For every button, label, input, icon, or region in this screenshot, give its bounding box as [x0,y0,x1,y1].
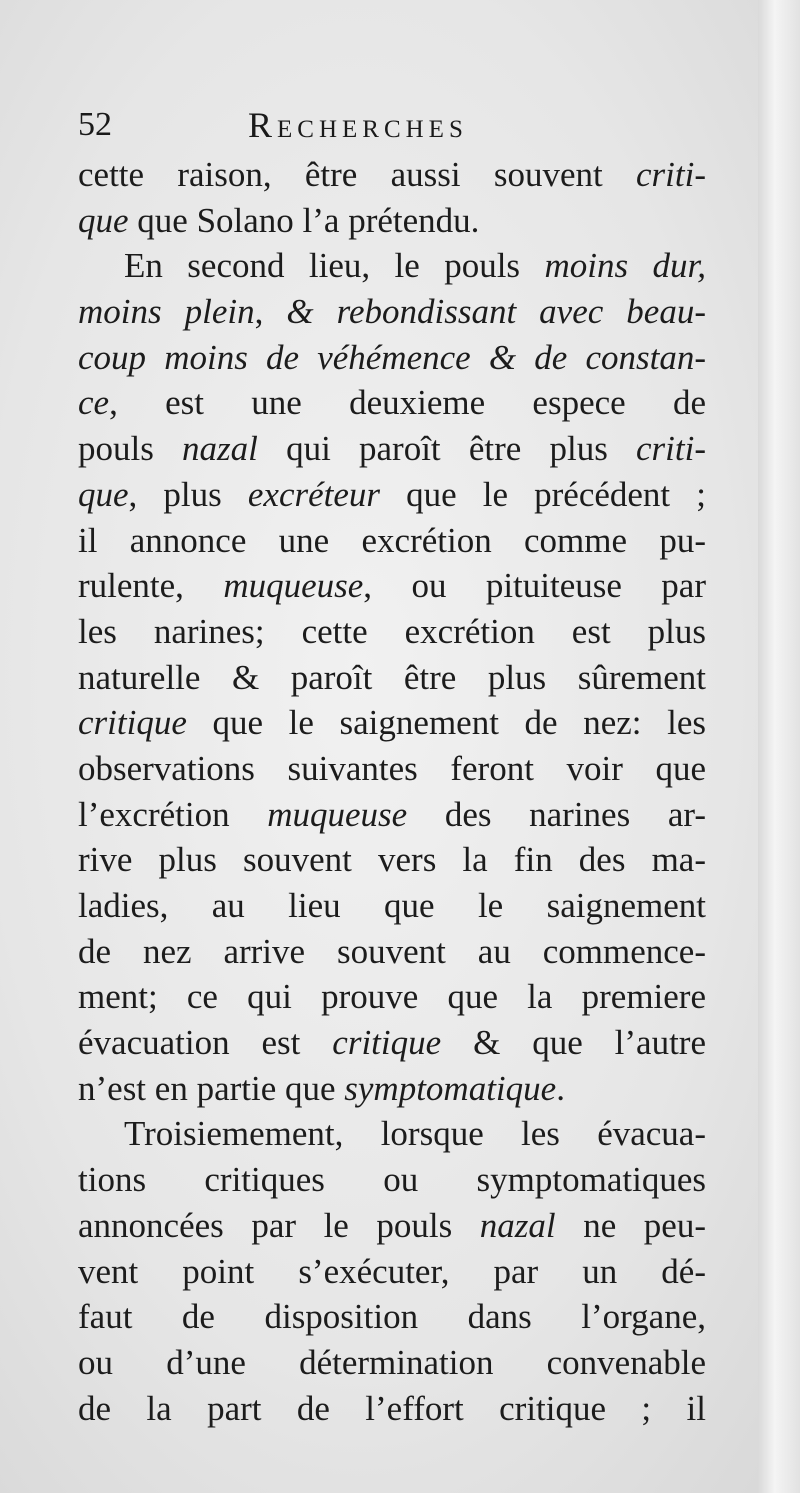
text-run: pouls [78,429,183,469]
text-line [78,380,706,426]
text-run: il annonce une excrétion comme pu- [78,520,706,560]
italic-run: critique [78,703,187,743]
text-run: . [556,1068,565,1108]
italic-run: ce [78,383,110,423]
text-line [78,1386,706,1432]
text-run: évacuation est [78,1023,333,1063]
text-line [78,472,706,518]
italic-run: critique [332,1023,442,1063]
text-run: n’est en partie que [78,1068,345,1108]
text-line [78,609,706,655]
italic-run: nazal [479,1205,556,1245]
text-run: vent point s’exécuter, par un dé- [78,1251,706,1291]
text-line [78,837,706,883]
text-run: rulente, [78,566,224,606]
text-line [78,792,706,838]
page-number: 52 [78,106,112,143]
text-run: Troisiemement, lorsque les évacua- [124,1114,706,1154]
text-run: tions critiques ou symptomatiques [78,1160,706,1200]
text-run: faut de disposition dans l’organe, [78,1297,706,1337]
text-run: naturelle & paroît être plus sûrement [78,657,706,697]
text-line [78,974,706,1020]
text-line [78,746,706,792]
text-run: ladies, au lieu que le saignement [78,886,706,925]
text-line [78,335,706,381]
italic-run: que [78,474,129,514]
italic-run: symptomatique [344,1068,557,1108]
italic-run: muqueuse [223,566,364,606]
text-run: que Solano l’a prétendu. [128,200,480,240]
text-run: cette raison, être aussi souvent [78,155,637,194]
italic-run: muqueuse [267,794,408,834]
text-run: de nez arrive souvent au commence- [78,931,706,971]
text-line [78,1249,706,1295]
text-line [78,1157,706,1203]
text-line [78,700,706,746]
text-run: ou d’une détermination convenable [78,1342,706,1382]
body-text [78,152,706,1431]
text-line [78,289,706,335]
text-run: , plus [128,474,248,514]
page-edge [758,0,800,1493]
text-run: , [254,292,287,332]
text-line [78,152,706,198]
text-run: qui paroît être plus [257,429,637,469]
text-line [78,1066,706,1112]
text-line [78,1020,706,1066]
text-line [78,1203,706,1249]
text-line [78,426,706,472]
italic-run: coup moins de véhémence & de constan- [78,337,706,377]
text-run: des narines ar- [407,794,706,834]
text-line [78,1111,706,1157]
italic-run: moins dur, [544,246,706,286]
text-run: , ou pituiteuse par [363,566,706,606]
text-run: de la part de l’effort critique ; il [78,1388,706,1428]
text-run: les narines; cette excrétion est plus [78,611,706,651]
text-run: l’excrétion [78,794,268,834]
page-header [78,100,708,150]
italic-run: moins plein [78,292,255,332]
italic-run: excréteur [247,474,381,514]
text-line [78,1294,706,1340]
text-run: annoncées par le pouls [78,1205,480,1245]
text-run: ment; ce qui prouve que la premiere [78,977,706,1017]
text-line [78,655,706,701]
italic-run: & rebondissant avec beau- [286,292,706,332]
running-head: Recherches [248,105,468,145]
text-line [78,198,706,244]
text-run: & que l’autre [441,1023,706,1063]
italic-run: criti- [636,155,706,194]
text-run: , est une deuxieme espece de [109,383,706,423]
text-run: que le précédent ; [380,474,706,514]
text-line [78,1340,706,1386]
text-run: En second lieu, le pouls [124,246,545,286]
text-run: observations suivantes feront voir que [78,748,706,788]
text-run: que le saignement de nez: les [186,703,706,743]
text-line [78,243,706,289]
text-run: ne peu- [555,1205,706,1245]
text-line [78,929,706,975]
italic-run: que [78,200,129,240]
text-line [78,883,706,929]
text-run: rive plus souvent vers la fin des ma- [78,840,706,880]
text-line [78,563,706,609]
text-line [78,518,706,564]
italic-run: nazal [182,429,258,469]
italic-run: criti- [636,429,706,469]
